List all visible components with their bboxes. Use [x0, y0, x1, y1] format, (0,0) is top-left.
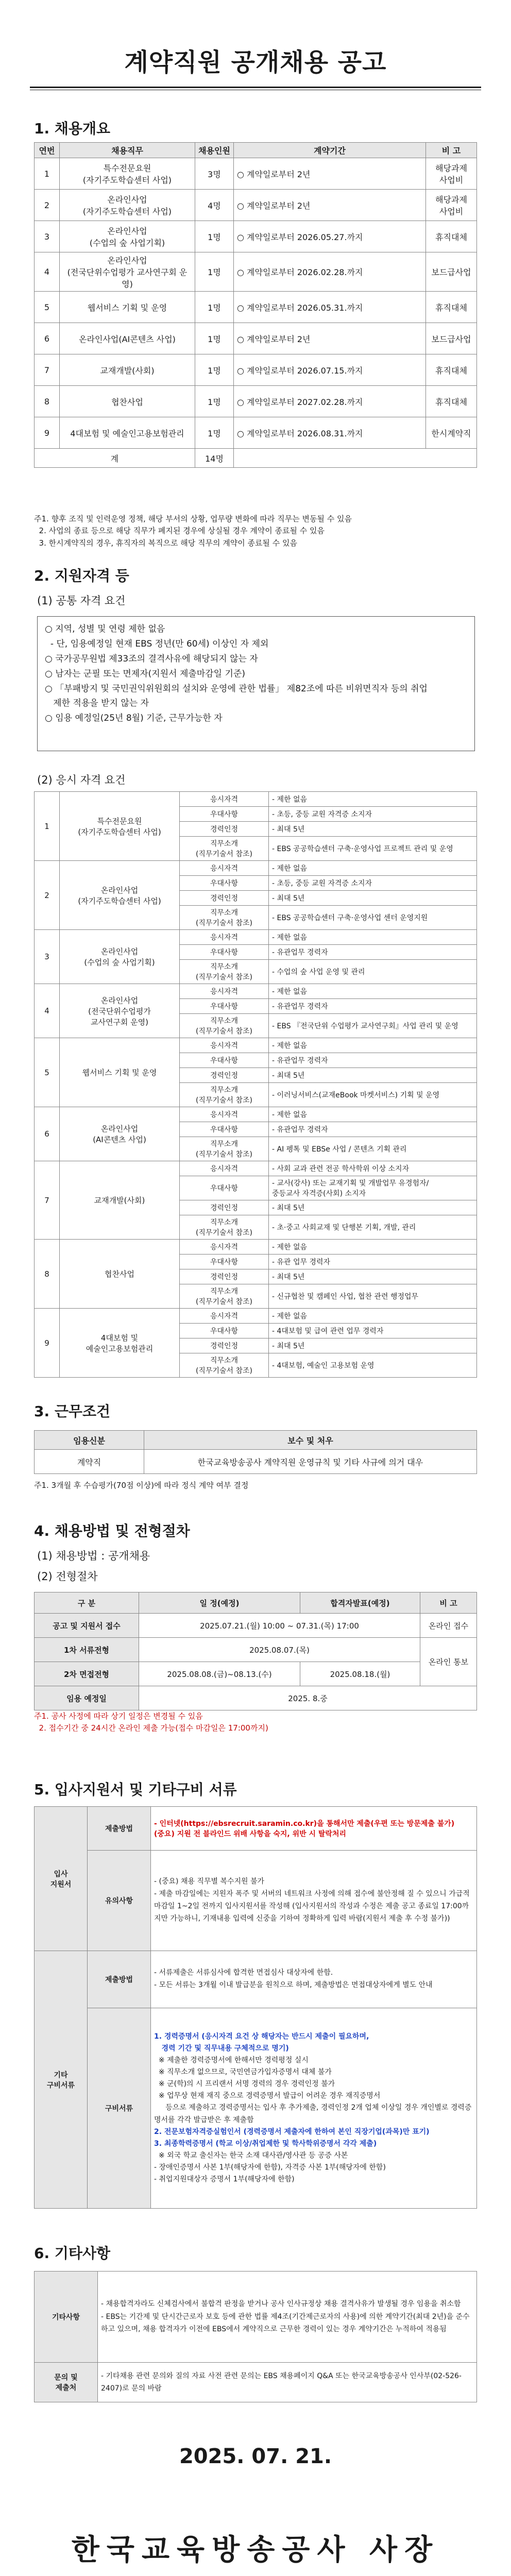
table-cell: 3	[35, 221, 60, 252]
criteria-label: 직무소개 (직무기술서 참조)	[180, 1083, 269, 1107]
table-cell: 특수전문요원 (자기주도학습센터 사업)	[60, 158, 195, 190]
criteria-value: - 제한 없음	[269, 1240, 477, 1255]
criteria-label: 직무소개 (직무기술서 참조)	[180, 1137, 269, 1161]
criteria-label: 우대사항	[180, 1122, 269, 1137]
criteria-value: - 제한 없음	[269, 930, 477, 945]
criteria-label: 우대사항	[180, 999, 269, 1014]
table-cell: ○ 계약일로부터 2026.08.31.까지	[234, 417, 426, 449]
doc-item: ※ 직무소개 없으므로, 국민연금가입자증명서 대체 불가	[154, 2068, 332, 2077]
criteria-label: 경력인정	[180, 822, 269, 837]
table-cell: 1명	[195, 221, 234, 252]
docs-submit-text: - 서류제출은 서류심사에 합격한 면접심사 대상자에 한함. - 모든 서류는 3개월 이내 발급분을 원칙으로 하며, 제출방법은 면접대상자에게 별도 안내	[151, 1951, 477, 2008]
row-label: 기타 구비서류	[35, 1951, 88, 2209]
row-label: 입사 지원서	[35, 1807, 88, 1951]
table-cell: ○ 계약일로부터 2년	[234, 158, 426, 190]
qualification-table	[34, 791, 477, 1378]
note-line: 제한 적용을 받지 않는 자	[45, 698, 149, 709]
criteria-value: - 유관업무 경력자	[269, 1053, 477, 1068]
criteria-value: - 최대 5년	[269, 1338, 477, 1353]
pay-and-benefits: 한국교육방송공사 계약직원 운영규칙 및 기타 사규에 의거 대우	[144, 1450, 477, 1474]
job-number: 1	[35, 792, 60, 861]
col-header: 채용인원	[195, 143, 234, 158]
hiring-method: (1) 채용방법 : 공개채용	[37, 1550, 150, 1562]
section-2-heading: 2. 지원자격 등	[34, 567, 129, 584]
criteria-label: 우대사항	[180, 945, 269, 960]
row-label: 문의 및 제출처	[35, 2363, 98, 2402]
doc-item: - 장애인증명서 사본 1부(해당자에 한함), 자격증 사본 1부(해당자에 한함)	[154, 2163, 386, 2172]
criteria-label: 응시자격	[180, 1107, 269, 1122]
criteria-label: 응시자격	[180, 1309, 269, 1324]
schedule-note: 온라인 통보	[420, 1638, 477, 1686]
table-row	[35, 1107, 477, 1122]
doc-item: ※ 업무상 현재 재직 중으로 경력증명서 발급이 어려운 경우 재직증명서 등으로 제출하고 경력증명서는 입사 후 추가제출, 경력인정 2개 업체 이상일 경우 개인별로 경력증명서를 각각 발급받은 후 제출함	[154, 2092, 472, 2124]
table-cell: 3명	[195, 158, 234, 190]
row-sublabel: 구비서류	[88, 2008, 151, 2209]
criteria-label: 직무소개 (직무기술서 참조)	[180, 906, 269, 930]
col-header: 연번	[35, 143, 60, 158]
criteria-value: - 유관업무 경력자	[269, 1122, 477, 1137]
schedule-stage: 2차 면접전형	[35, 1662, 139, 1686]
criteria-value: - 제한 없음	[269, 984, 477, 999]
criteria-value: - 신규협찬 및 캠페인 사업, 협찬 관련 행정업무	[269, 1284, 477, 1309]
criteria-value: - 교사(강사) 또는 교재기획 및 개발업무 유경험자/ 중등교사 자격증(사회) 소지자	[269, 1176, 477, 1200]
table-cell: 보드급사업	[426, 252, 477, 292]
table-cell: 온라인사업(AI콘텐츠 사업)	[60, 323, 195, 354]
common-requirements-box	[37, 616, 475, 751]
schedule-table	[34, 1592, 477, 1710]
criteria-label: 직무소개 (직무기술서 참조)	[180, 1215, 269, 1240]
table-cell: 협찬사업	[60, 386, 195, 417]
job-number: 3	[35, 930, 60, 984]
table-row	[35, 861, 477, 876]
criteria-value: - 최대 5년	[269, 822, 477, 837]
table-row	[35, 354, 477, 386]
criteria-value: - 제한 없음	[269, 1038, 477, 1053]
table-cell: 4대보험 및 예술인고용보험관리	[60, 417, 195, 449]
section-3-heading: 3. 근무조건	[34, 1403, 111, 1420]
schedule-note: 온라인 접수	[420, 1614, 477, 1638]
schedule-announce: 2025.08.07.(목)	[139, 1638, 420, 1662]
selection-process-subheading: (2) 전형절차	[37, 1570, 98, 1583]
misc-text: - 채용합격자라도 신체검사에서 불합격 판정을 받거나 공사 인사규정상 채용 결격사유가 발생될 경우 임용을 취소함 - EBS는 기간제 및 단시간근로자 보호 등에 관한 법률 제4조(기간제근로자의 사용)에 의한 계약기간(최대 2년)을 준수하고 있으며, 채용 합격자가 이전에 EBS에서 계약직으로 근무한 경력이 있는 경우 계약기간은 누적하여 적용됨	[98, 2272, 477, 2363]
table-row	[35, 221, 477, 252]
job-number: 2	[35, 861, 60, 930]
criteria-label: 경력인정	[180, 1200, 269, 1215]
job-title: 교재개발(사회)	[60, 1161, 180, 1240]
table-cell: 휴직대체	[426, 354, 477, 386]
note-line: - 단, 임용예정일 현재 EBS 정년(만 60세) 이상인 자 제외	[45, 638, 269, 649]
schedule-stage: 공고 및 지원서 접수	[35, 1614, 139, 1638]
col-header: 합격자발표(예정)	[300, 1592, 420, 1614]
table-cell: ○ 계약일로부터 2년	[234, 323, 426, 354]
table-cell: 1명	[195, 292, 234, 323]
table-row	[35, 1240, 477, 1255]
signer: 한국교육방송공사 사장	[71, 2533, 440, 2567]
doc-item: ※ 제출한 경력증명서에 한해서만 경력평정 실시	[154, 2056, 309, 2065]
col-header: 구 분	[35, 1592, 139, 1614]
table-cell: 교재개발(사회)	[60, 354, 195, 386]
qualification-subheading: (2) 응시 자격 요건	[37, 774, 126, 786]
contact-text: - 기타채용 관련 문의와 질의 자료 사전 관련 문의는 EBS 채용페이지 Q&A 또는 한국교육방송공사 인사부(02-526-2407)로 문의 바람	[98, 2363, 477, 2402]
criteria-value: - 최대 5년	[269, 891, 477, 906]
schedule-stage: 임용 예정일	[35, 1686, 139, 1710]
criteria-value: - 초등, 중등 교원 자격증 소지자	[269, 807, 477, 822]
row-label: 기타사항	[35, 2272, 98, 2363]
col-header: 채용직무	[60, 143, 195, 158]
table-cell: 6	[35, 323, 60, 354]
table-cell: 해당과제 사업비	[426, 190, 477, 221]
job-title: 특수전문요원 (자기주도학습센터 사업)	[60, 792, 180, 861]
table-cell: 8	[35, 386, 60, 417]
table-cell: 7	[35, 354, 60, 386]
criteria-value: - 제한 없음	[269, 792, 477, 807]
job-number: 6	[35, 1107, 60, 1161]
section-4-heading: 4. 채용방법 및 전형절차	[34, 1522, 190, 1539]
criteria-label: 우대사항	[180, 1176, 269, 1200]
criteria-value: - 초·중고 사회교재 및 단행본 기획, 개발, 관리	[269, 1215, 477, 1240]
criteria-value: - 제한 없음	[269, 1309, 477, 1324]
criteria-label: 직무소개 (직무기술서 참조)	[180, 1284, 269, 1309]
col-header: 계약기간	[234, 143, 426, 158]
doc-item: - 취업지원대상자 증명서 1부(해당자에 한함)	[154, 2175, 295, 2184]
col-header: 비 고	[426, 143, 477, 158]
schedule-stage: 1차 서류전형	[35, 1638, 139, 1662]
work-conditions-table	[34, 1430, 477, 1474]
col-header: 일 정(예정)	[139, 1592, 300, 1614]
criteria-label: 직무소개 (직무기술서 참조)	[180, 1014, 269, 1038]
criteria-value: - 수업의 숲 사업 운영 및 관리	[269, 960, 477, 984]
criteria-label: 우대사항	[180, 807, 269, 822]
page-title: 계약직원 공개채용 공고	[124, 48, 387, 77]
table-row	[35, 323, 477, 354]
criteria-value: - 제한 없음	[269, 1107, 477, 1122]
table-cell: 휴직대체	[426, 292, 477, 323]
schedule-date: 2025.07.21.(월) 10:00 ~ 07.31.(목) 17:00	[139, 1614, 420, 1638]
table-cell: 한시계약직	[426, 417, 477, 449]
criteria-label: 응시자격	[180, 792, 269, 807]
table-cell: 1명	[195, 323, 234, 354]
criteria-label: 경력인정	[180, 1068, 269, 1083]
col-header: 비 고	[420, 1592, 477, 1614]
criteria-value: - 유관 업무 경력자	[269, 1255, 477, 1269]
note-line: 2. 접수기간 중 24시간 온라인 제출 가능(접수 마감일은 17:00까지)	[34, 1723, 268, 1733]
section-6-heading: 6. 기타사항	[34, 2245, 111, 2262]
criteria-label: 우대사항	[180, 1053, 269, 1068]
criteria-label: 응시자격	[180, 930, 269, 945]
job-number: 9	[35, 1309, 60, 1378]
misc-table	[34, 2271, 477, 2402]
table-cell: 온라인사업 (전국단위수업평가 교사연구회 운영)	[60, 252, 195, 292]
doc-item: ※ 외국 학교 출신자는 한국 소재 대사관/영사관 등 공증 사본	[154, 2151, 348, 2160]
table-row	[35, 386, 477, 417]
note-line: ○ 남자는 군필 또는 면제자(지원서 제출마감일 기준)	[45, 668, 245, 679]
criteria-label: 응시자격	[180, 984, 269, 999]
table-cell: 보드급사업	[426, 323, 477, 354]
table-cell: 2	[35, 190, 60, 221]
job-title: 4대보험 및 예술인고용보험관리	[60, 1309, 180, 1378]
criteria-value: - 4대보험, 예술인 고용보험 운영	[269, 1353, 477, 1378]
section-5-heading: 5. 입사지원서 및 기타구비 서류	[34, 1781, 237, 1798]
criteria-value: - 최대 5년	[269, 1068, 477, 1083]
criteria-value: - EBS 공공학습센터 구축·운영사업 센터 운영지원	[269, 906, 477, 930]
table-cell: ○ 계약일로부터 2026.07.15.까지	[234, 354, 426, 386]
table-cell: 4	[35, 252, 60, 292]
table-cell: 1명	[195, 252, 234, 292]
criteria-value: - 4대보험 및 급여 관련 업무 경력자	[269, 1324, 477, 1338]
table-cell: 9	[35, 417, 60, 449]
job-title: 온라인사업 (수업의 숲 사업기획)	[60, 930, 180, 984]
table-cell: 1	[35, 158, 60, 190]
table-row	[35, 792, 477, 807]
total-label: 계	[35, 449, 195, 468]
job-number: 4	[35, 984, 60, 1038]
criteria-value: - 이러닝서비스(교재eBook 마켓서비스) 기획 및 운영	[269, 1083, 477, 1107]
note-line: 주1. 공사 사정에 따라 상기 일정은 변경될 수 있음	[34, 1711, 203, 1721]
doc-item: ※ 군(학)의 시 프리랜서 서명 경력의 경우 경력인정 불가	[154, 2080, 335, 2089]
criteria-label: 응시자격	[180, 1161, 269, 1176]
docs-list	[151, 2008, 477, 2209]
table-cell: 1명	[195, 417, 234, 449]
criteria-value: - 최대 5년	[269, 1269, 477, 1284]
criteria-label: 우대사항	[180, 1324, 269, 1338]
criteria-label: 경력인정	[180, 891, 269, 906]
note-line: 주1. 향후 조직 및 인력운영 정책, 해당 부서의 상황, 업무량 변화에 따라 직무는 변동될 수 있음	[34, 514, 352, 523]
table-cell: 온라인사업 (자기주도학습센터 사업)	[60, 190, 195, 221]
table-cell: ○ 계약일로부터 2026.05.27.까지	[234, 221, 426, 252]
schedule-date: 2025. 8.중	[139, 1686, 477, 1710]
title-rule	[30, 87, 481, 88]
criteria-value: - 유관업무 경력자	[269, 945, 477, 960]
caution-text: - (중요) 채용 직무별 복수지원 불가 - 제출 마감일에는 지원자 폭주 및 서버의 네트워크 사정에 의해 접수에 불안정해 질 수 있으니 가급적 마감일 1~2일 전까지 입사지원서를 작성해 (입사지원서의 작성과 수정은 제출 공고 종료일 17:00까지만 가능하니, 기재내용 입력에 신중을 기하여 정확하게 입력 바람(지원서 제출 후 수정 불가))	[151, 1851, 477, 1951]
table-cell: 휴직대체	[426, 221, 477, 252]
section-3-note: 주1. 3개월 후 수습평가(70점 이상)에 따라 정식 계약 여부 결정	[34, 1481, 249, 1490]
criteria-value: - 유관업무 경력자	[269, 999, 477, 1014]
criteria-label: 우대사항	[180, 1255, 269, 1269]
note-line: 2. 사업의 종료 등으로 해당 직무가 폐지된 경우에 상실될 경우 계약이 종료될 수 있음	[34, 526, 325, 536]
section-1-heading: 1. 채용개요	[34, 120, 111, 137]
criteria-label: 경력인정	[180, 1338, 269, 1353]
table-cell: 휴직대체	[426, 386, 477, 417]
table-row	[35, 190, 477, 221]
criteria-label: 응시자격	[180, 861, 269, 876]
job-title: 온라인사업 (자기주도학습센터 사업)	[60, 861, 180, 930]
table-cell: 5	[35, 292, 60, 323]
job-number: 8	[35, 1240, 60, 1309]
schedule-announce: 2025.08.18.(월)	[300, 1662, 420, 1686]
table-row	[35, 1309, 477, 1324]
criteria-label: 직무소개 (직무기술서 참조)	[180, 1353, 269, 1378]
schedule-date: 2025.08.08.(금)~08.13.(수)	[139, 1662, 300, 1686]
criteria-value: - 사회 교과 관련 전공 학사학위 이상 소지자	[269, 1161, 477, 1176]
announcement-date: 2025. 07. 21.	[179, 2445, 332, 2468]
criteria-label: 응시자격	[180, 1240, 269, 1255]
criteria-value: - EBS 공공학습센터 구축·운영사업 프로젝트 관리 및 운영	[269, 837, 477, 861]
table-row	[35, 1038, 477, 1053]
doc-item: 2. 전문보험자격증실험인서 (경력증명서 제출자에 한하여 본인 직장기업(과목)만 표기)	[154, 2127, 430, 2136]
submit-method-text: - 인터넷(https://ebsrecruit.saramin.co.kr)을 통해서만 제출(우편 또는 방문제출 불가) (중요) 지원 전 블라인드 위배 사항을 숙지, 위반 시 탈락처리	[151, 1807, 477, 1851]
criteria-label: 응시자격	[180, 1038, 269, 1053]
col-header: 보수 및 처우	[144, 1431, 477, 1450]
row-sublabel: 제출방법	[88, 1951, 151, 2008]
table-row	[35, 292, 477, 323]
table-cell: 4명	[195, 190, 234, 221]
table-cell: 1명	[195, 354, 234, 386]
col-header: 임용신분	[35, 1431, 144, 1450]
note-line: ○ 국가공무원법 제33조의 결격사유에 해당되지 않는 자	[45, 653, 258, 664]
criteria-value: - 최대 5년	[269, 1200, 477, 1215]
table-cell: 해당과제 사업비	[426, 158, 477, 190]
table-row	[35, 158, 477, 190]
criteria-label: 직무소개 (직무기술서 참조)	[180, 837, 269, 861]
job-title: 웹서비스 기획 및 운영	[60, 1038, 180, 1107]
row-sublabel: 유의사항	[88, 1851, 151, 1951]
note-line: ○ 「부패방지 및 국민권익위원회의 설치와 운영에 관한 법률」 제82조에 따른 비위면직자 등의 취업	[45, 683, 428, 694]
total-empty	[234, 449, 477, 468]
common-req-subheading: (1) 공통 자격 요건	[37, 595, 126, 607]
job-number: 7	[35, 1161, 60, 1240]
criteria-value: - AI 펭톡 및 EBSe 사업 / 콘텐츠 기획 관리	[269, 1137, 477, 1161]
table-cell: 온라인사업 (수업의 숲 사업기획)	[60, 221, 195, 252]
section-4-notes	[34, 1710, 477, 1735]
job-title: 온라인사업 (전국단위수업평가 교사연구회 운영)	[60, 984, 180, 1038]
table-row	[35, 252, 477, 292]
recruitment-overview-table	[34, 142, 477, 468]
table-cell: ○ 계약일로부터 2년	[234, 190, 426, 221]
note-line: 3. 한시계약직의 경우, 휴직자의 복직으로 해당 직무의 계약이 종료될 수 있음	[34, 538, 298, 548]
criteria-value: - 초등, 중등 교원 자격증 소지자	[269, 876, 477, 891]
section-1-notes	[34, 513, 477, 549]
table-cell: ○ 계약일로부터 2026.05.31.까지	[234, 292, 426, 323]
criteria-value: - EBS 『전국단위 수업평가 교사연구회』사업 관리 및 운영	[269, 1014, 477, 1038]
table-row	[35, 1161, 477, 1176]
employment-status: 계약직	[35, 1450, 144, 1474]
table-cell: 웹서비스 기획 및 운영	[60, 292, 195, 323]
table-total-row	[35, 449, 477, 468]
doc-item: 1. 경력증명서 (응시자격 요건 상 해당자는 반드시 제출이 필요하며, 경력 기간 및 직무내용 구체적으로 명기)	[154, 2032, 369, 2053]
job-title: 온라인사업 (AI콘텐츠 사업)	[60, 1107, 180, 1161]
table-row	[35, 417, 477, 449]
note-line: ○ 임용 예정일(25년 8월) 기준, 근무가능한 자	[45, 713, 223, 724]
table-cell: ○ 계약일로부터 2026.02.28.까지	[234, 252, 426, 292]
note-line: ○ 지역, 성별 및 연령 제한 없음	[45, 624, 165, 634]
criteria-label: 경력인정	[180, 1269, 269, 1284]
documents-table	[34, 1806, 477, 2209]
total-value: 14명	[195, 449, 234, 468]
table-cell: 1명	[195, 386, 234, 417]
job-number: 5	[35, 1038, 60, 1107]
table-row	[35, 930, 477, 945]
table-cell: ○ 계약일로부터 2027.02.28.까지	[234, 386, 426, 417]
row-sublabel: 제출방법	[88, 1807, 151, 1851]
doc-item: 3. 최종학력증명서 (학교 이상/취업제한 및 학사학위증명서 각각 제출)	[154, 2139, 377, 2148]
job-title: 협찬사업	[60, 1240, 180, 1309]
criteria-label: 직무소개 (직무기술서 참조)	[180, 960, 269, 984]
criteria-value: - 제한 없음	[269, 861, 477, 876]
criteria-label: 우대사항	[180, 876, 269, 891]
table-row	[35, 984, 477, 999]
